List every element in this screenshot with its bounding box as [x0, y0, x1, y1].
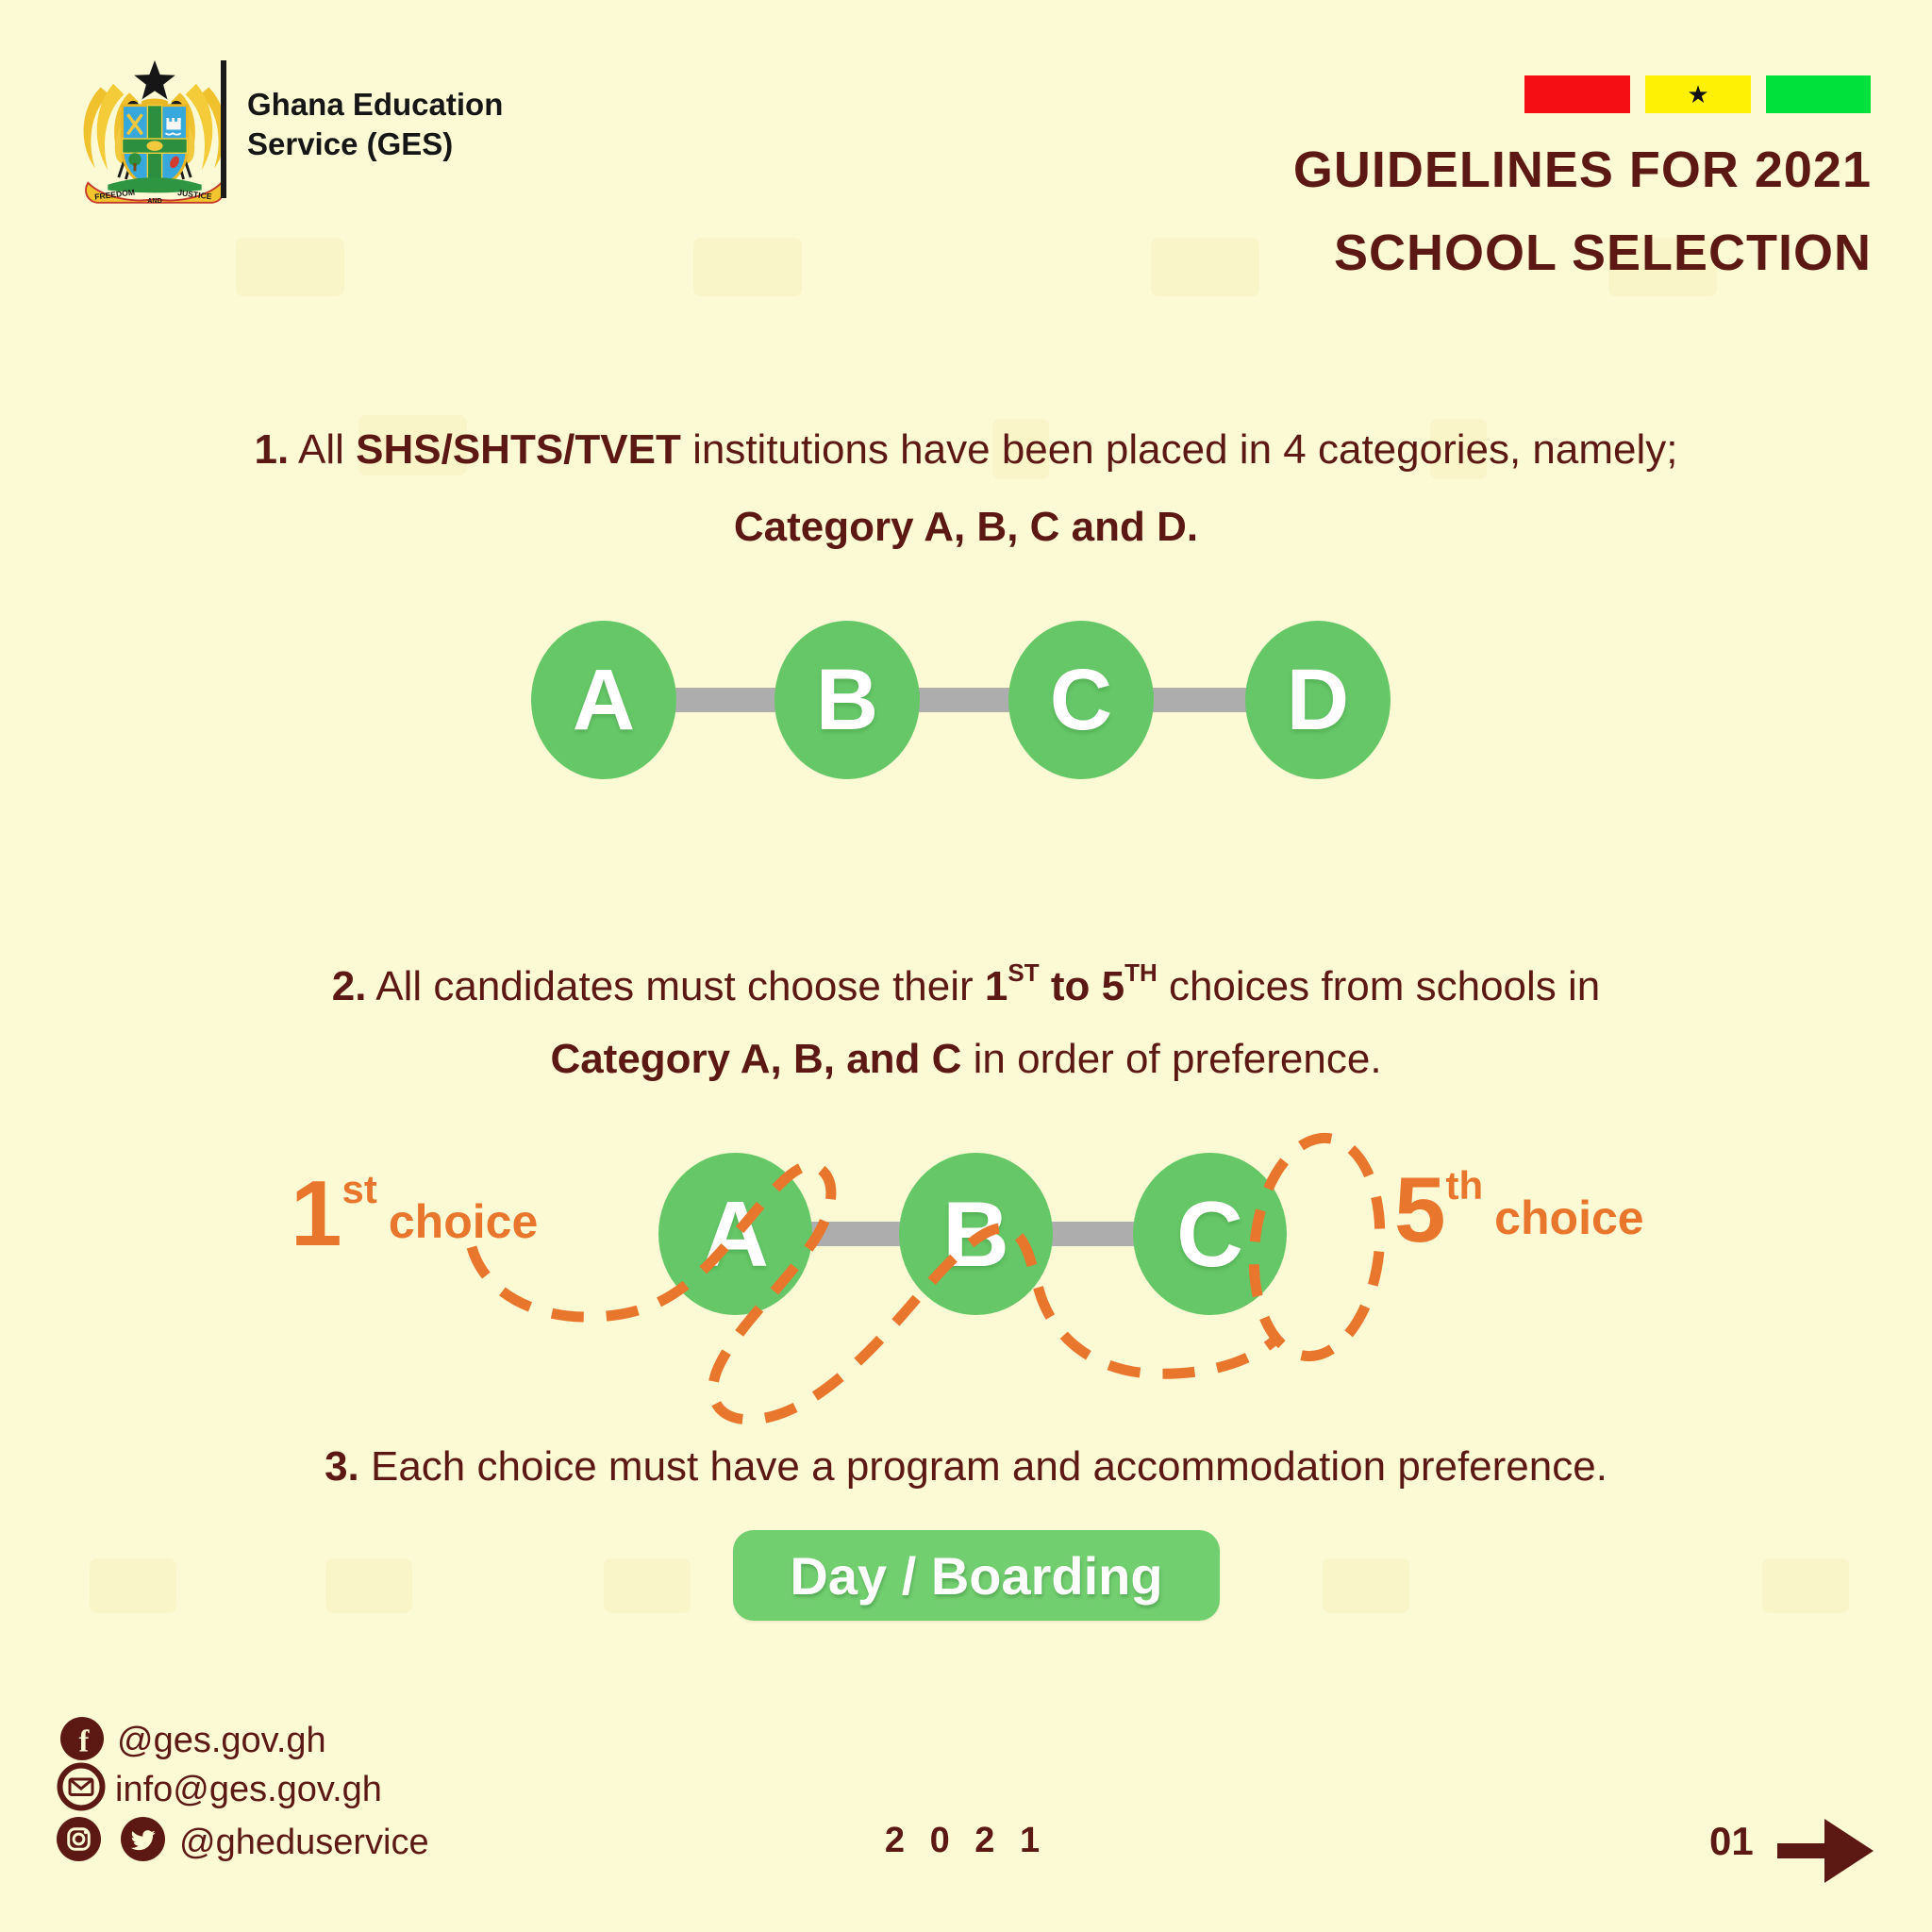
fifth-choice-label: 5 th choice [1394, 1158, 1644, 1261]
page-title-line1: GUIDELINES FOR 2021 [1292, 142, 1872, 198]
day-boarding-pill [733, 1530, 1220, 1621]
arrow-right-icon[interactable] [1777, 1813, 1875, 1889]
motto-freedom: FREEDOM [93, 187, 136, 202]
facebook-icon [60, 1717, 104, 1760]
svg-text:f: f [78, 1724, 90, 1759]
social-handle: @gheduservice [179, 1823, 429, 1862]
category-node-d: D [1245, 621, 1391, 779]
page-title-line2: SCHOOL SELECTION [1333, 225, 1872, 281]
page-number: 01 [1709, 1819, 1754, 1863]
motto-and: AND [147, 196, 162, 205]
category-node-b: B [774, 621, 920, 779]
email-address: info@ges.gov.gh [115, 1770, 382, 1809]
flag-black-star-icon: ★ [1687, 80, 1709, 108]
category-node-a: A [531, 621, 676, 779]
guideline-2-categories: Category A, B, and C in order of preference. [550, 1036, 1382, 1082]
org-name-line2: Service (GES) [247, 126, 454, 161]
year-label: 2 0 2 1 [884, 1821, 1048, 1860]
motto-justice: JUSTICE [176, 187, 213, 202]
facebook-handle: @ges.gov.gh [117, 1721, 326, 1760]
guideline-1-text: 1. All SHS/SHTS/TVET institutions have been placed in 4 categories, namely; [254, 426, 1678, 473]
choice-node-b: B [899, 1153, 1053, 1315]
choice-node-c: C [1133, 1153, 1287, 1315]
email-icon [57, 1762, 106, 1811]
choice-node-a: A [658, 1153, 812, 1315]
guideline-2-text: 2. All candidates must choose their 1ST to 5TH choices from schools in [331, 958, 1601, 1009]
day-boarding-label: Day / Boarding [790, 1545, 1163, 1606]
guideline-1-categories: Category A, B, C and D. [733, 504, 1199, 550]
category-node-c: C [1008, 621, 1154, 779]
first-choice-label: 1 st choice [291, 1161, 539, 1265]
guideline-3-text: 3. Each choice must have a program and accommodation preference. [325, 1443, 1607, 1490]
org-name-line1: Ghana Education [247, 87, 504, 122]
